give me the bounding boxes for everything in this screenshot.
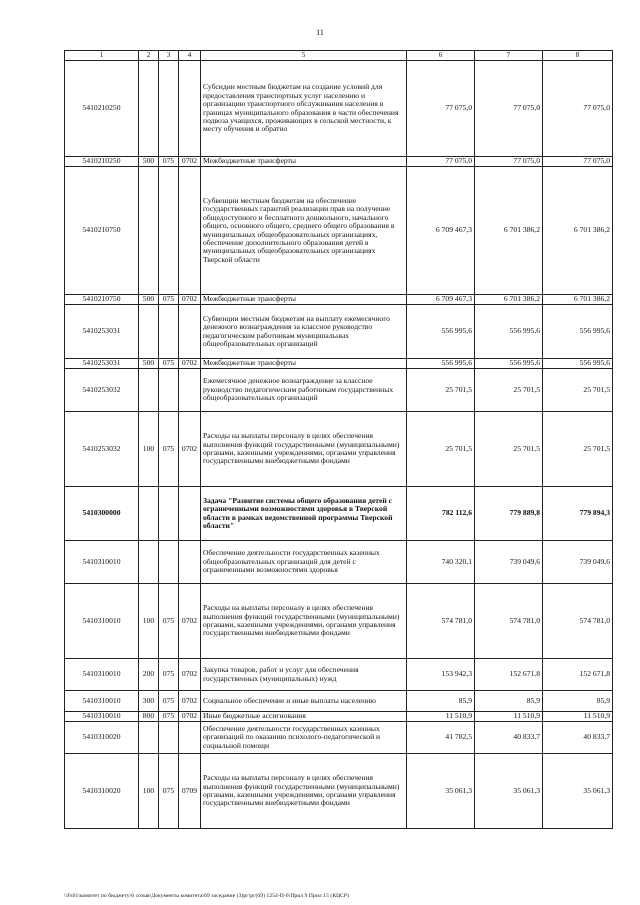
expense-type-cell: 100 <box>139 754 159 829</box>
section-code-cell <box>179 167 201 295</box>
amount-year3-cell: 77 075,0 <box>543 61 613 157</box>
budget-code-cell: 5410310010 <box>65 541 139 584</box>
budget-code-cell: 5410210750 <box>65 295 139 305</box>
amount-year1-cell: 11 510,9 <box>407 712 475 722</box>
budget-code-cell: 5410310010 <box>65 659 139 691</box>
table-row <box>65 712 613 722</box>
table-row <box>65 369 613 412</box>
ministry-code-cell: 075 <box>159 359 179 369</box>
section-code-cell: 0702 <box>179 412 201 487</box>
section-code-cell: 0702 <box>179 584 201 659</box>
file-path-footer: \\Fs01\комитет по бюджету\6 созыв\Документы комитета\69 заседание (3)рг\рг(69) 1254-П-6\Прил 9 Прил 15 (КЦСР) <box>64 893 350 899</box>
amount-year2-cell: 6 701 386,2 <box>475 295 543 305</box>
amount-year2-cell: 11 510,9 <box>475 712 543 722</box>
description-cell: Иные бюджетные ассигнования <box>201 712 407 722</box>
table-row <box>65 691 613 712</box>
amount-year1-cell: 574 781,0 <box>407 584 475 659</box>
description-cell: Субсидии местным бюджетам на создание условий для предоставления транспортных услуг населению и организацию транспортного обслуживания населения в границах муниципального образования в части обеспечения подвоза учащихся, проживающих в сельской местности, к месту обучения и обратно <box>201 61 407 157</box>
section-code-cell: 0709 <box>179 754 201 829</box>
expense-type-cell: 200 <box>139 659 159 691</box>
amount-year2-cell: 556 995,6 <box>475 305 543 359</box>
amount-year1-cell: 25 701,5 <box>407 369 475 412</box>
table-row <box>65 359 613 369</box>
description-cell: Субвенции местным бюджетам на обеспечение государственных гарантий реализации прав на получение общедоступного и бесплатного дошкольного, начального общего, основного общего, среднего общего образования в муниципальных общеобразовательных организациях, обеспечение дополнительного образования детей в муниципальных общеобразовательных организациях Тверской области <box>201 167 407 295</box>
header-cell: 4 <box>179 51 201 61</box>
expense-type-cell: 500 <box>139 359 159 369</box>
table-row <box>65 487 613 541</box>
expense-type-cell: 500 <box>139 157 159 167</box>
section-code-cell <box>179 722 201 754</box>
budget-code-cell: 5410253032 <box>65 412 139 487</box>
description-cell: Межбюджетные трансферты <box>201 157 407 167</box>
header-cell: 2 <box>139 51 159 61</box>
amount-year2-cell: 25 701,5 <box>475 369 543 412</box>
amount-year3-cell: 6 701 386,2 <box>543 295 613 305</box>
budget-code-cell: 5410253031 <box>65 305 139 359</box>
amount-year3-cell: 739 049,6 <box>543 541 613 584</box>
ministry-code-cell <box>159 541 179 584</box>
amount-year1-cell: 77 075,0 <box>407 157 475 167</box>
budget-table <box>64 50 613 829</box>
ministry-code-cell: 075 <box>159 295 179 305</box>
description-cell: Социальное обеспечение и иные выплаты населению <box>201 691 407 712</box>
description-cell: Ежемесячное денежное вознаграждение за классное руководство педагогическим работникам государственных общеобразовательных организаций <box>201 369 407 412</box>
amount-year3-cell: 152 671,8 <box>543 659 613 691</box>
ministry-code-cell <box>159 487 179 541</box>
expense-type-cell: 800 <box>139 712 159 722</box>
budget-code-cell: 5410210250 <box>65 157 139 167</box>
amount-year1-cell: 6 709 467,3 <box>407 167 475 295</box>
amount-year1-cell: 556 995,6 <box>407 359 475 369</box>
header-cell: 5 <box>201 51 407 61</box>
budget-code-cell: 5410300000 <box>65 487 139 541</box>
amount-year2-cell: 40 833,7 <box>475 722 543 754</box>
amount-year3-cell: 85,9 <box>543 691 613 712</box>
table-row <box>65 167 613 295</box>
expense-type-cell: 100 <box>139 584 159 659</box>
table-row <box>65 659 613 691</box>
ministry-code-cell <box>159 61 179 157</box>
amount-year2-cell: 574 781,0 <box>475 584 543 659</box>
expense-type-cell: 300 <box>139 691 159 712</box>
description-cell: Межбюджетные трансферты <box>201 295 407 305</box>
description-cell: Расходы на выплаты персоналу в целях обеспечения выполнения функций государственными (муниципальными) органами, казенными учреждениями, органами управления государственными внебюджетными фондами <box>201 412 407 487</box>
amount-year3-cell: 25 701,5 <box>543 412 613 487</box>
header-cell: 7 <box>475 51 543 61</box>
ministry-code-cell: 075 <box>159 712 179 722</box>
amount-year2-cell: 779 889,8 <box>475 487 543 541</box>
table-row <box>65 157 613 167</box>
description-cell: Субвенции местным бюджетам на выплату ежемесячного денежного вознаграждения за классное руководство педагогическим работникам муниципальных общеобразовательных организаций <box>201 305 407 359</box>
budget-code-cell: 5410210750 <box>65 167 139 295</box>
description-cell: Обеспечение деятельности государственных казенных организаций по оказанию психолого-педагогической и социальной помощи <box>201 722 407 754</box>
budget-code-cell: 5410310020 <box>65 754 139 829</box>
expense-type-cell: 500 <box>139 295 159 305</box>
amount-year3-cell: 779 894,3 <box>543 487 613 541</box>
description-cell: Расходы на выплаты персоналу в целях обеспечения выполнения функций государственными (муниципальными) органами, казенными учреждениями, органами управления государственными внебюджетными фондами <box>201 584 407 659</box>
budget-code-cell: 5410310020 <box>65 722 139 754</box>
amount-year2-cell: 25 701,5 <box>475 412 543 487</box>
amount-year2-cell: 739 049,6 <box>475 541 543 584</box>
amount-year1-cell: 556 995,6 <box>407 305 475 359</box>
expense-type-cell <box>139 369 159 412</box>
amount-year3-cell: 77 075,0 <box>543 157 613 167</box>
ministry-code-cell <box>159 305 179 359</box>
amount-year1-cell: 41 782,5 <box>407 722 475 754</box>
table-row <box>65 61 613 157</box>
header-cell: 1 <box>65 51 139 61</box>
amount-year1-cell: 6 709 467,3 <box>407 295 475 305</box>
section-code-cell: 0702 <box>179 359 201 369</box>
table-row <box>65 754 613 829</box>
expense-type-cell <box>139 541 159 584</box>
amount-year2-cell: 77 075,0 <box>475 61 543 157</box>
section-code-cell: 0702 <box>179 157 201 167</box>
table-row <box>65 584 613 659</box>
amount-year3-cell: 574 781,0 <box>543 584 613 659</box>
header-cell: 6 <box>407 51 475 61</box>
table-row <box>65 722 613 754</box>
table-row <box>65 541 613 584</box>
budget-code-cell: 5410310010 <box>65 584 139 659</box>
description-cell: Задача "Развитие системы общего образования детей с ограниченными возможностями здоровья в Тверской области в рамках ведомственной программы Тверской области" <box>201 487 407 541</box>
expense-type-cell <box>139 61 159 157</box>
amount-year1-cell: 77 075,0 <box>407 61 475 157</box>
expense-type-cell <box>139 167 159 295</box>
amount-year2-cell: 6 701 386,2 <box>475 167 543 295</box>
section-code-cell <box>179 61 201 157</box>
header-cell: 3 <box>159 51 179 61</box>
amount-year2-cell: 152 671,8 <box>475 659 543 691</box>
ministry-code-cell <box>159 722 179 754</box>
description-cell: Межбюджетные трансферты <box>201 359 407 369</box>
ministry-code-cell <box>159 369 179 412</box>
expense-type-cell <box>139 305 159 359</box>
section-code-cell: 0702 <box>179 691 201 712</box>
ministry-code-cell: 075 <box>159 157 179 167</box>
section-code-cell: 0702 <box>179 712 201 722</box>
description-cell: Обеспечение деятельности государственных казенных общеобразовательных организаций для детей с ограниченными возможностями здоровья <box>201 541 407 584</box>
expense-type-cell <box>139 487 159 541</box>
description-cell: Закупка товаров, работ и услуг для обеспечения государственных (муниципальных) нужд <box>201 659 407 691</box>
amount-year2-cell: 85,9 <box>475 691 543 712</box>
expense-type-cell <box>139 722 159 754</box>
ministry-code-cell: 075 <box>159 584 179 659</box>
table-row <box>65 295 613 305</box>
amount-year3-cell: 11 510,9 <box>543 712 613 722</box>
amount-year2-cell: 77 075,0 <box>475 157 543 167</box>
amount-year1-cell: 153 942,3 <box>407 659 475 691</box>
amount-year3-cell: 25 701,5 <box>543 369 613 412</box>
ministry-code-cell <box>159 167 179 295</box>
amount-year3-cell: 35 061,3 <box>543 754 613 829</box>
amount-year2-cell: 35 061,3 <box>475 754 543 829</box>
expense-type-cell: 100 <box>139 412 159 487</box>
budget-code-cell: 5410253031 <box>65 359 139 369</box>
amount-year1-cell: 85,9 <box>407 691 475 712</box>
section-code-cell <box>179 305 201 359</box>
budget-code-cell: 5410310010 <box>65 712 139 722</box>
ministry-code-cell: 075 <box>159 691 179 712</box>
ministry-code-cell: 075 <box>159 754 179 829</box>
section-code-cell: 0702 <box>179 295 201 305</box>
amount-year3-cell: 40 833,7 <box>543 722 613 754</box>
description-cell: Расходы на выплаты персоналу в целях обеспечения выполнения функций государственными (муниципальными) органами, казенными учреждениями, органами управления государственными внебюджетными фондами <box>201 754 407 829</box>
amount-year1-cell: 740 320,1 <box>407 541 475 584</box>
table-row <box>65 305 613 359</box>
amount-year3-cell: 6 701 386,2 <box>543 167 613 295</box>
amount-year1-cell: 25 701,5 <box>407 412 475 487</box>
budget-code-cell: 5410253032 <box>65 369 139 412</box>
amount-year1-cell: 35 061,3 <box>407 754 475 829</box>
table-row <box>65 412 613 487</box>
budget-code-cell: 5410210250 <box>65 61 139 157</box>
ministry-code-cell: 075 <box>159 412 179 487</box>
section-code-cell: 0702 <box>179 659 201 691</box>
page-number: 11 <box>316 28 324 37</box>
amount-year1-cell: 782 112,6 <box>407 487 475 541</box>
amount-year3-cell: 556 995,6 <box>543 359 613 369</box>
amount-year3-cell: 556 995,6 <box>543 305 613 359</box>
budget-code-cell: 5410310010 <box>65 691 139 712</box>
section-code-cell <box>179 541 201 584</box>
table-header-row <box>65 51 613 61</box>
section-code-cell <box>179 369 201 412</box>
header-cell: 8 <box>543 51 613 61</box>
amount-year2-cell: 556 995,6 <box>475 359 543 369</box>
section-code-cell <box>179 487 201 541</box>
ministry-code-cell: 075 <box>159 659 179 691</box>
